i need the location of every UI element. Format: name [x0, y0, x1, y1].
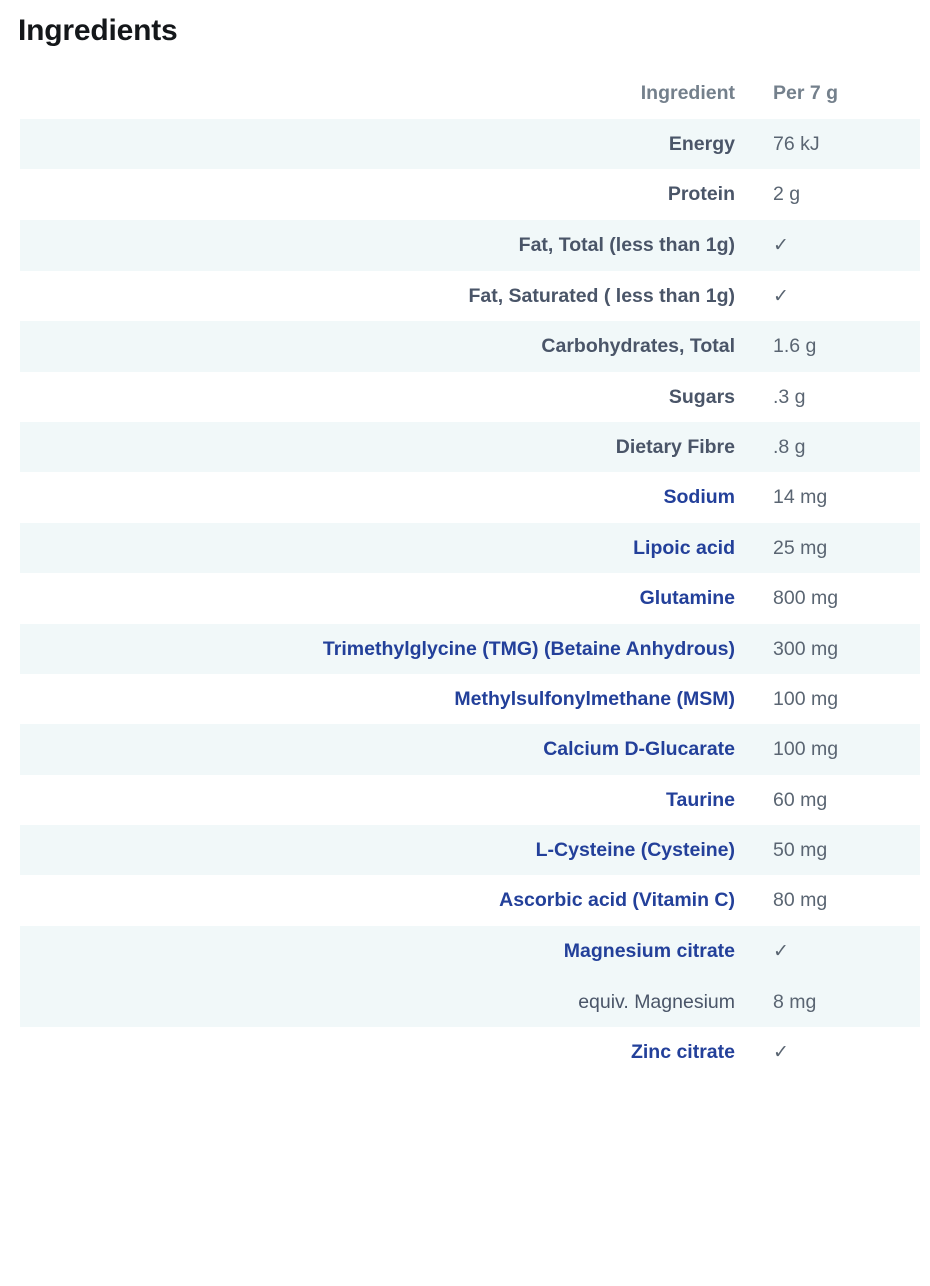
table-row [20, 422, 920, 472]
table-row [20, 674, 920, 724]
ingredient-amount: 76 kJ [755, 119, 920, 169]
table-row [20, 169, 920, 219]
table-head [20, 76, 920, 119]
ingredient-amount: 2 g [755, 169, 920, 219]
ingredient-amount: .3 g [755, 372, 920, 422]
ingredient-name-link[interactable]: Lipoic acid [20, 523, 755, 573]
table-row [20, 624, 920, 674]
ingredient-amount: .8 g [755, 422, 920, 472]
ingredient-name-link[interactable]: Trimethylglycine (TMG) (Betaine Anhydrous) [20, 624, 755, 674]
table-row [20, 372, 920, 422]
ingredient-name: equiv. Magnesium [20, 977, 755, 1027]
table-row [20, 271, 920, 322]
ingredient-amount: 8 mg [755, 977, 920, 1027]
ingredient-amount: 80 mg [755, 875, 920, 925]
table-row [20, 321, 920, 371]
ingredient-amount [755, 1027, 920, 1079]
ingredient-name-link[interactable]: Sodium [20, 472, 755, 522]
table-row [20, 220, 920, 271]
ingredient-name-link[interactable]: Glutamine [20, 573, 755, 623]
ingredient-name: Carbohydrates, Total [20, 321, 755, 371]
ingredient-amount: 800 mg [755, 573, 920, 623]
table-row [20, 825, 920, 875]
page-title: Ingredients [18, 14, 178, 47]
ingredient-amount [755, 926, 920, 977]
ingredient-name: Protein [20, 169, 755, 219]
ingredient-name: Dietary Fibre [20, 422, 755, 472]
ingredient-name: Sugars [20, 372, 755, 422]
ingredient-name-link[interactable]: Taurine [20, 775, 755, 825]
ingredient-name-link[interactable]: L-Cysteine (Cysteine) [20, 825, 755, 875]
table-row [20, 977, 920, 1027]
check-icon: ✓ [773, 1041, 789, 1063]
table-row [20, 523, 920, 573]
ingredient-name-link[interactable]: Zinc citrate [20, 1027, 755, 1079]
ingredient-name-link[interactable]: Magnesium citrate [20, 926, 755, 977]
check-icon: ✓ [773, 234, 789, 256]
ingredient-amount: 1.6 g [755, 321, 920, 371]
table-row [20, 775, 920, 825]
ingredient-amount: 14 mg [755, 472, 920, 522]
table-row [20, 875, 920, 925]
ingredient-amount: 60 mg [755, 775, 920, 825]
ingredient-name: Fat, Total (less than 1g) [20, 220, 755, 271]
table-row [20, 926, 920, 977]
ingredient-name: Fat, Saturated ( less than 1g) [20, 271, 755, 322]
table-row [20, 573, 920, 623]
ingredient-amount [755, 271, 920, 322]
ingredient-name-link[interactable]: Ascorbic acid (Vitamin C) [20, 875, 755, 925]
ingredient-amount: 25 mg [755, 523, 920, 573]
table-row [20, 1027, 920, 1079]
ingredient-name: Energy [20, 119, 755, 169]
table-header-row [20, 76, 920, 119]
check-icon: ✓ [773, 285, 789, 307]
ingredient-name-link[interactable]: Calcium D-Glucarate [20, 724, 755, 774]
table-body [20, 119, 920, 1079]
ingredient-amount: 100 mg [755, 724, 920, 774]
table-row [20, 472, 920, 522]
table-row [20, 724, 920, 774]
column-header-ingredient: Ingredient [20, 76, 755, 119]
ingredient-amount [755, 220, 920, 271]
column-header-per-serve: Per 7 g [755, 76, 920, 119]
table-row [20, 119, 920, 169]
ingredient-amount: 50 mg [755, 825, 920, 875]
ingredient-amount: 300 mg [755, 624, 920, 674]
check-icon: ✓ [773, 940, 789, 962]
ingredient-amount: 100 mg [755, 674, 920, 724]
ingredient-name-link[interactable]: Methylsulfonylmethane (MSM) [20, 674, 755, 724]
ingredients-table [20, 76, 920, 1079]
